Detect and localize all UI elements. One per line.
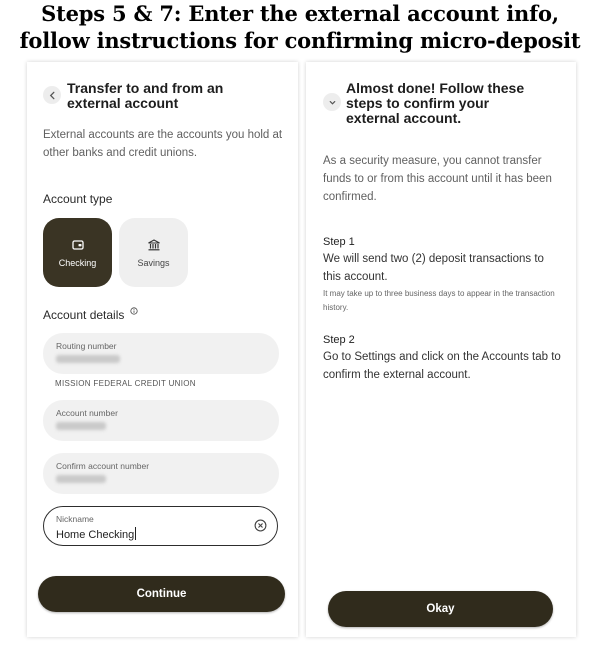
routing-number-label: Routing number: [56, 341, 117, 351]
confirm-title-line-2: steps to confirm your: [346, 95, 490, 111]
nickname-value-text: Home Checking: [56, 529, 135, 541]
account-type-checking-label: Checking: [58, 257, 97, 268]
info-icon[interactable]: [130, 307, 138, 315]
transfer-external-account-panel: [27, 62, 298, 637]
step-2-title: Step 2: [323, 334, 355, 346]
routing-number-value-redacted: [56, 355, 120, 363]
account-type-checking[interactable]: [43, 218, 112, 287]
step-1-text: We will send two (2) deposit transactions to this account.: [323, 253, 544, 283]
clear-input-icon[interactable]: [254, 519, 267, 532]
routing-bank-name: MISSION FEDERAL CREDIT UNION: [55, 379, 196, 388]
account-details-text: Account details: [43, 308, 125, 322]
step-2-text: Go to Settings and click on the Accounts tab to confirm the external account.: [323, 351, 561, 381]
account-number-label: Account number: [56, 408, 118, 418]
banner-line-2: follow instructions for confirming micro-deposit: [19, 28, 581, 53]
page-title-line-2: external account: [67, 95, 179, 111]
nickname-label: Nickname: [56, 514, 94, 524]
confirm-external-account-panel: [306, 62, 576, 637]
account-number-field[interactable]: [43, 400, 279, 441]
confirm-title-line-3: external account.: [346, 110, 462, 126]
account-details-label: [43, 307, 138, 322]
confirm-account-number-value-redacted: [56, 475, 106, 483]
nickname-field[interactable]: [43, 506, 278, 546]
back-button[interactable]: [43, 86, 61, 104]
page-title-line-1: Transfer to and from an: [67, 80, 224, 96]
page-description: External accounts are the accounts you hold at other banks and credit unions.: [43, 129, 283, 159]
confirm-account-number-label: Confirm account number: [56, 461, 150, 471]
account-type-savings-label: Savings: [137, 257, 170, 268]
confirm-title: [346, 81, 568, 126]
banner-line-1: Steps 5 & 7: Enter the external account info,: [41, 1, 559, 26]
page-title: [67, 81, 287, 111]
routing-number-field[interactable]: [43, 333, 279, 374]
nickname-input-value[interactable]: [56, 527, 136, 541]
security-intro: As a security measure, you cannot transfer funds to or from this account until it has been confirmed.: [323, 155, 552, 203]
continue-button[interactable]: Continue: [38, 576, 285, 612]
wallet-icon: [71, 238, 85, 252]
text-cursor: [135, 527, 136, 540]
account-number-value-redacted: [56, 422, 106, 430]
chevron-left-icon: [48, 91, 57, 100]
instruction-banner: [0, 0, 600, 62]
account-type-label: Account type: [43, 192, 113, 206]
okay-button[interactable]: Okay: [328, 591, 553, 627]
step-1-note: It may take up to three business days to appear in the transaction history.: [323, 289, 555, 312]
step-1-title: Step 1: [323, 236, 355, 248]
confirm-title-line-1: Almost done! Follow these: [346, 80, 525, 96]
confirm-account-number-field[interactable]: [43, 453, 279, 494]
collapse-button[interactable]: [323, 93, 341, 111]
chevron-down-icon: [328, 98, 337, 107]
account-type-savings[interactable]: [119, 218, 188, 287]
bank-icon: [147, 238, 161, 252]
